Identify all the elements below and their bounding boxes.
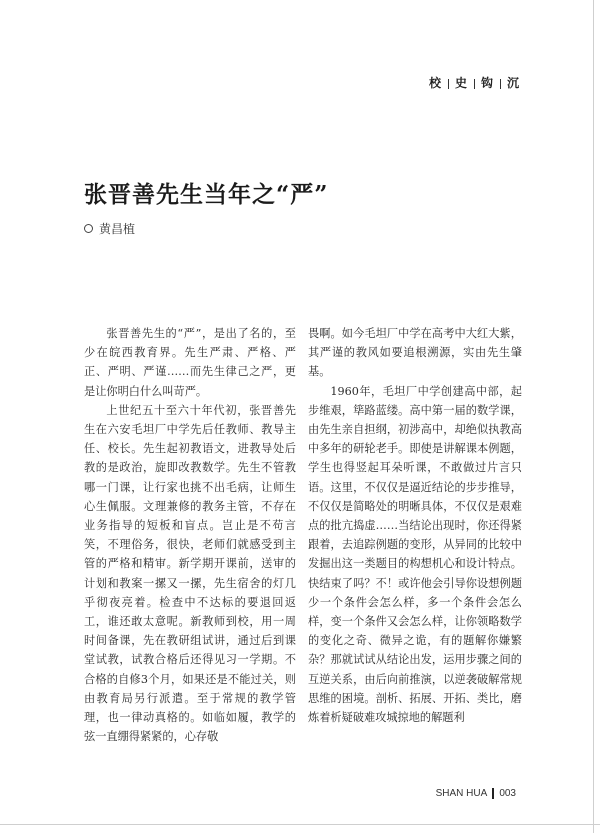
paragraph: 上世纪五十至六十年代初，张晋善先生在六安毛坦厂中学先后任教师、教导主任、校长。先生起初教语文，进教导处后教的是政治，旋即改教数学。先生不管教哪一门课，让行家也挑不出毛病，让师生心生佩服。文理兼修的教务主管，不存在业务指导的短板和盲点。岂止是不苟言笑，不理俗务，很快，老师们就感受到主管的严格和精审。新学期开课前，送审的计划和教案一摞又一摞，先生宿舍的灯几乎彻夜亮着。检查中不达标的要退回返工，谁还敢太意呢。新教师到校，用一周时间备课，先在教研组试讲，通过后到课堂试教，试教合格后还得见习一学期。不合格的自修3个月，如果还是不能过关，则由教育局另行派遣。至于常规的教学管理，也一律动真格的。如临如履，教学的弦一直绷得紧紧的，心存敬 — [84, 403, 296, 744]
text-column-left — [84, 324, 296, 746]
circle-bullet-icon — [84, 224, 93, 233]
column-tag-char: 校 — [428, 76, 442, 90]
footer-separator — [492, 788, 494, 799]
column-tag — [429, 74, 520, 91]
paragraph: 张晋善先生的“严”，是出了名的，至少在皖西教育界。先生严肃、严格、严正、严明、严谨……而先生律己之严，更是让你明白什么叫苛严。 — [84, 327, 296, 398]
page-number: 003 — [499, 788, 516, 799]
page-edge-right — [593, 0, 594, 833]
article-title: 张晋善先生当年之“严” — [84, 181, 329, 208]
column-tag-char: 沉 — [506, 76, 520, 90]
magazine-name: SHAN HUA — [435, 788, 488, 799]
text-column-right — [308, 324, 522, 727]
column-tag-separator — [448, 79, 449, 89]
author-name: 黄昌植 — [99, 222, 136, 236]
page-edge-bottom — [0, 824, 600, 825]
column-tag-separator — [500, 79, 501, 89]
column-tag-separator — [474, 79, 475, 89]
page-footer — [436, 788, 516, 799]
column-tag-char: 钩 — [480, 76, 494, 90]
paragraph: 1960年，毛坦厂中学创建高中部，起步维艰，筚路蓝缕。高中第一届的数学课，由先生亲自担纲，初涉高中，却绝似执教高中多年的研轮老手。即使是讲解课本例题，学生也得竖起耳朵听课，不敢做过片言只语。这里，不仅仅是逼近结论的步步推导，不仅仅是简略处的明晰具体，不仅仅是艰难点的批亢捣虚……当结论出现时，你还得紧跟着，去追踪例题的变形，从异同的比较中发掘出这一类题目的构想机心和设计特点。快结束了吗？不！或许他会引导你设想例题少一个条件会怎么样，多一个条件会怎么样，变一个条件又会怎么样，让你领略数学的变化之奇、微异之诡，有的题解你嫌繁杂？那就试试从结论出发，运用步骤之间的互逆关系，由后向前推演，以逆袭破解常规思维的困境。剖析、拓展、开拓、类比，磨炼着析疑破难攻城掠地的解题利 — [308, 384, 522, 725]
paragraph-continued: 畏啊。如今毛坦厂中学在高考中大红大紫，其严谨的教风如要追根溯源，实由先生肇基。 — [308, 327, 522, 379]
column-tag-char: 史 — [454, 76, 468, 90]
byline — [84, 220, 135, 237]
